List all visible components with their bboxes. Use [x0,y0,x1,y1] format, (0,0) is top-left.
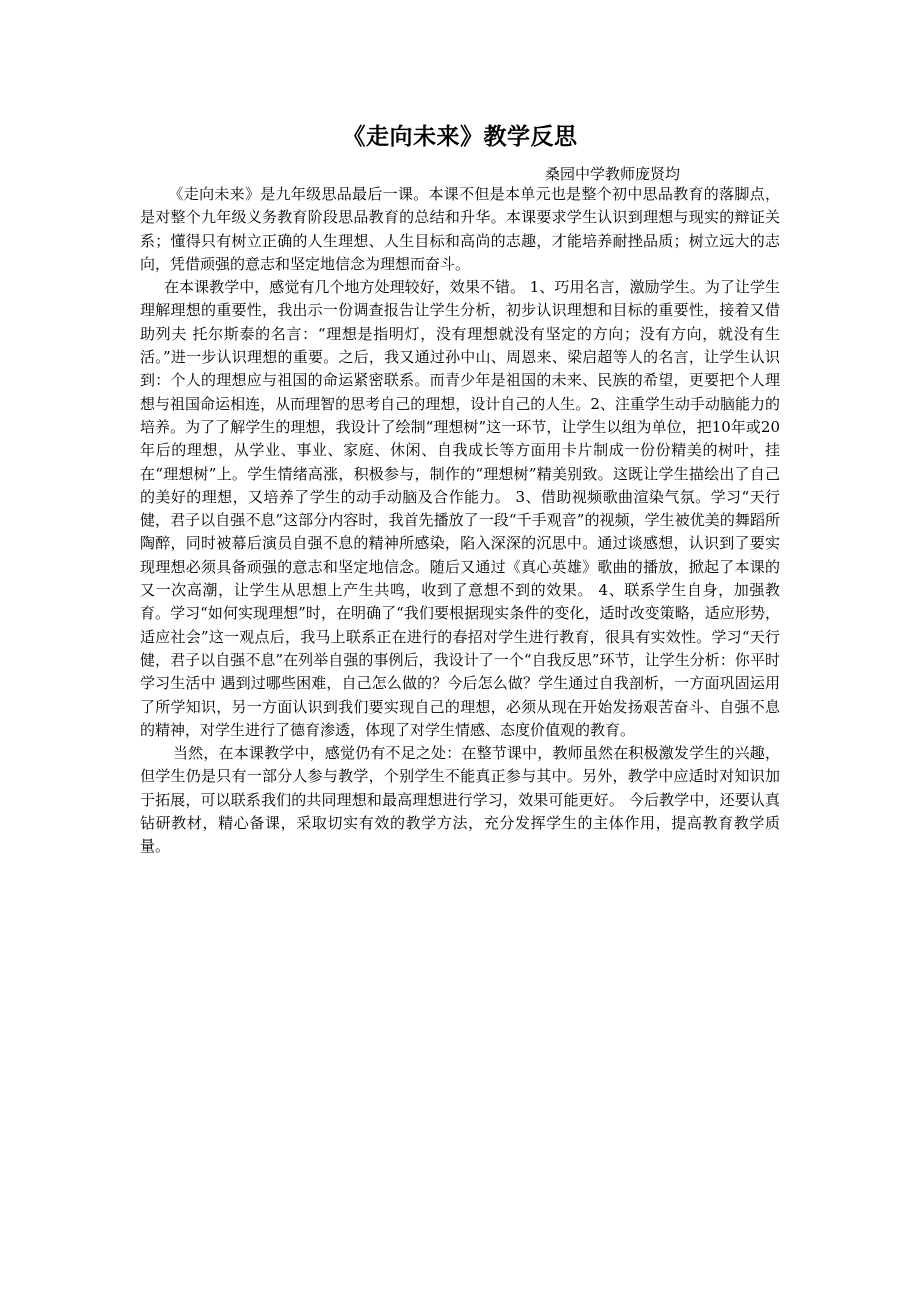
paragraph-introduction: 《走向未来》是九年级思品最后一课。本课不但是本单元也是整个初中思品教育的落脚点，是对整个九年级义务教育阶段思品教育的总结和升华。本课要求学生认识到理想与现实的辩证关系；懂得只有树立正确的人生理想、人生目标和高尚的志趣，才能培养耐挫品质；树立远大的志向，凭借顽强的意志和坚定地信念为理想而奋斗。 [140,185,780,273]
document-author: 桑园中学教师庞贤均 [545,165,681,183]
paragraph-highlights: 在本课教学中，感觉有几个地方处理较好，效果不错。 1、巧用名言，激励学生。为了让学生理解理想的重要性，我出示一份调查报告让学生分析，初步认识理想和目标的重要性，接着又借助列夫 托尔斯泰的名言：“理想是指明灯，没有理想就没有坚定的方向；没有方向，就没有生活。”进一步认识理想的重要。之后，我又通过孙中山、周恩来、梁启超等人的名言，让学生认识到：个人的理想应与祖国的命运紧密联系。而青少年是祖国的未来、民族的希望，更要把个人理想与祖国命运相连，从而理智的思考自己的理想，设计自己的人生。2、注重学生动手动脑能力的培养。为了了解学生的理想，我设计了绘制“理想树”这一环节，让学生以组为单位，把10年或20年后的理想，从学业、事业、家庭、休闲、自我成长等方面用卡片制成一份份精美的树叶，挂在“理想树”上。学生情绪高涨，积极参与，制作的“理想树”精美别致。这既让学生描绘出了自己的美好的理想，又培养了学生的动手动脑及合作能力。 3、借助视频歌曲渲染气氛。学习“天行健，君子以自强不息”这部分内容时，我首先播放了一段“千手观音”的视频，学生被优美的舞蹈所陶醉，同时被幕后演员自强不息的精神所感染，陷入深深的沉思中。通过谈感想，认识到了要实现理想必须具备顽强的意志和坚定地信念。随后又通过《真心英雄》歌曲的播放，掀起了本课的又一次高潮，让学生从思想上产生共鸣，收到了意想不到的效果。 4、联系学生自身，加强教育。学习“如何实现理想”时，在明确了“我们要根据现实条件的变化，适时改变策略，适应形势，适应社会”这一观点后，我马上联系正在进行的春招对学生进行教育，很具有实效性。学习“天行健，君子以自强不息”在列举自强的事例后，我设计了一个“自我反思”环节，让学生分析：你平时学习生活中 遇到过哪些困难，自己怎么做的？今后怎么做？学生通过自我剖析，一方面巩固运用了所学知识，另一方面认识到我们要实现自己的理想，必须从现在开始发扬艰苦奋斗、自强不息的精神，对学生进行了德育渗透，体现了对学生情感、态度价值观的教育。 [140,278,780,739]
document-body [140,183,780,859]
document-title: 《走向未来》教学反思 [342,124,578,150]
paragraph-shortcomings: 当然，在本课教学中，感觉仍有不足之处：在整节课中，教师虽然在积极激发学生的兴趣，但学生仍是只有一部分人参与教学，个别学生不能真正参与其中。另外，教学中应适时对知识加于拓展，可以联系我们的共同理想和最高理想进行学习，效果可能更好。 今后教学中，还要认真钻研教材，精心备课，采取切实有效的教学方法，充分发挥学生的主体作用，提高教育教学质量。 [140,744,780,856]
